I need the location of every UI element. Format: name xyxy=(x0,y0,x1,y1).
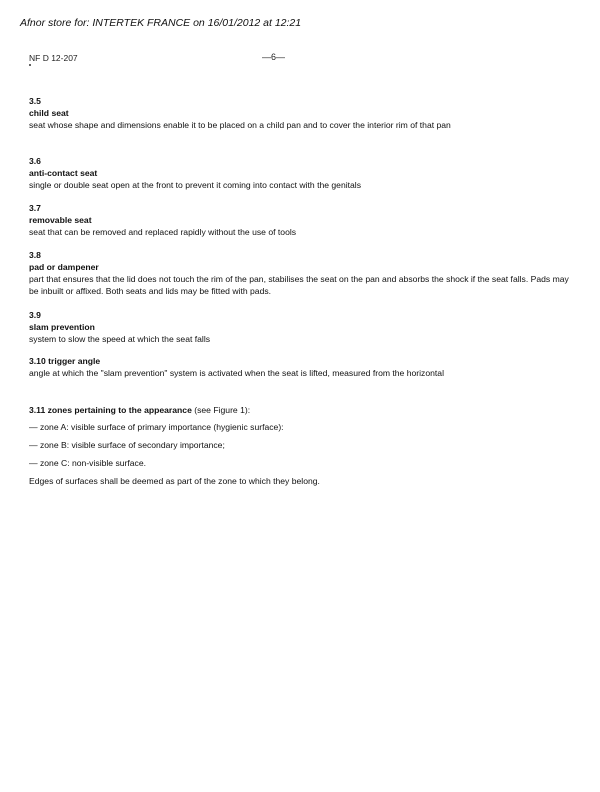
definition-entry-3-9 xyxy=(29,309,574,345)
figure-reference: (see Figure 1): xyxy=(191,405,251,415)
definition-entry-3-5 xyxy=(29,95,574,131)
entry-term: anti-contact seat xyxy=(29,168,98,178)
entry-term: trigger angle xyxy=(48,356,101,366)
entry-number: 3.9 xyxy=(29,310,41,320)
entry-definition: seat that can be removed and replaced rapidly without the use of tools xyxy=(29,227,297,237)
section-3-11-heading xyxy=(29,404,574,416)
stray-mark xyxy=(29,64,31,66)
entry-number: 3.7 xyxy=(29,203,41,213)
entry-number: 3.8 xyxy=(29,250,41,260)
definition-entry-3-7 xyxy=(29,202,574,238)
page-number: —6— xyxy=(262,52,286,62)
entry-number: 3.10 xyxy=(29,356,46,366)
entry-definition: part that ensures that the lid does not touch the rim of the pan, stabilises the seat on the pan and absorbs the shock if the seat falls. Pads may be inbuilt or affixed. Both seats and lids may be fitted with pads. xyxy=(29,274,569,296)
section-heading: 3.11 zones pertaining to the appearance xyxy=(29,405,192,415)
definition-entry-3-6 xyxy=(29,155,574,191)
definition-entry-3-8 xyxy=(29,249,574,297)
entry-term: slam prevention xyxy=(29,322,95,332)
entry-definition: system to slow the speed at which the seat falls xyxy=(29,334,211,344)
edges-note: Edges of surfaces shall be deemed as part of the zone to which they belong. xyxy=(29,476,320,486)
definition-entry-3-10 xyxy=(29,355,574,379)
entry-heading xyxy=(29,355,574,367)
entry-term: removable seat xyxy=(29,215,92,225)
entry-definition: seat whose shape and dimensions enable it to be placed on a child pan and to cover the interior rim of that pan xyxy=(29,120,451,130)
store-watermark: Afnor store for: INTERTEK FRANCE on 16/01/2012 at 12:21 xyxy=(20,17,302,29)
list-item: — zone B: visible surface of secondary importance; xyxy=(29,440,225,450)
entry-number: 3.5 xyxy=(29,96,41,106)
list-item: — zone A: visible surface of primary importance (hygienic surface): xyxy=(29,422,284,432)
list-item: — zone C: non-visible surface. xyxy=(29,458,147,468)
entry-term: child seat xyxy=(29,108,69,118)
document-reference: NF D 12-207 xyxy=(29,53,78,63)
entry-definition: single or double seat open at the front to prevent it coming into contact with the genitals xyxy=(29,180,362,190)
entry-term: pad or dampener xyxy=(29,262,99,272)
entry-number: 3.6 xyxy=(29,156,41,166)
entry-definition: angle at which the "slam prevention" system is activated when the seat is lifted, measured from the horizontal xyxy=(29,368,444,378)
